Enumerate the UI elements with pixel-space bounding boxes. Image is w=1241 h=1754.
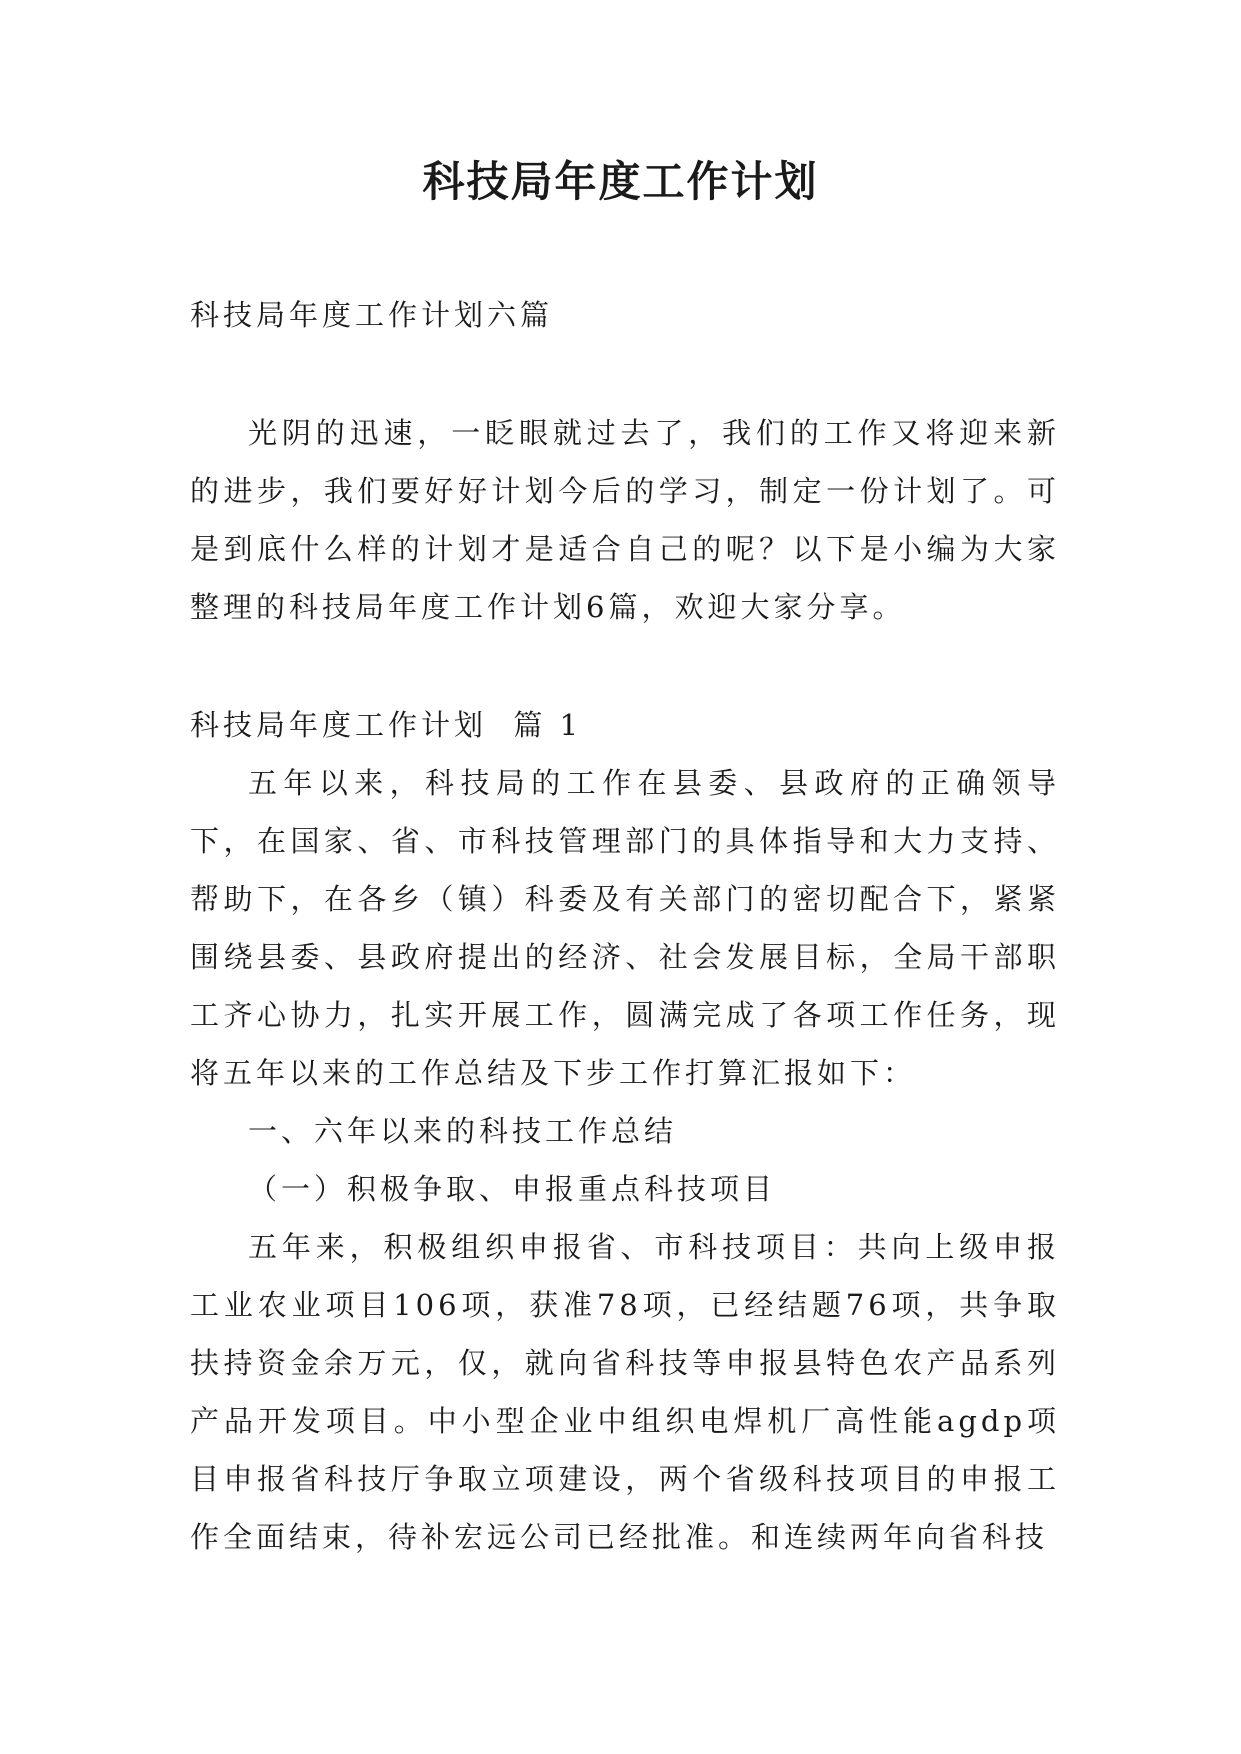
body-paragraph: 五年来，积极组织申报省、市科技项目：共向上级申报工业农业项目106项，获准78项，已经结题76项，共争取扶持资金余万元，仅，就向省科技等申报县特色农产品系列产品开发项目。中小型企业中组织电焊机厂高性能agdp项目申报省科技厅争取立项建设，两个省级科技项目的申报工作全面结束，待补宏远公司已经批准。和连续两年向省科技 — [190, 1230, 1060, 1554]
document-subtitle: 科技局年度工作计划六篇 — [190, 298, 554, 332]
spacer — [190, 636, 1060, 696]
document-body — [190, 286, 1060, 1566]
section-heading: 科技局年度工作计划 篇 1 — [190, 708, 583, 742]
document-title: 科技局年度工作计划 — [422, 157, 819, 206]
intro-paragraph: 光阴的迅速，一眨眼就过去了，我们的工作又将迎来新的进步，我们要好好计划今后的学习，制定一份计划了。可是到底什么样的计划才是适合自己的呢？以下是小编为大家整理的科技局年度工作计划6篇，欢迎大家分享。 — [190, 416, 1060, 624]
section-subheading: （一）积极争取、申报重点科技项目 — [248, 1172, 777, 1206]
body-paragraph: 五年以来，科技局的工作在县委、县政府的正确领导下，在国家、省、市科技管理部门的具体指导和大力支持、帮助下，在各乡（镇）科委及有关部门的密切配合下，紧紧围绕县委、县政府提出的经济、社会发展目标，全局干部职工齐心协力，扎实开展工作，圆满完成了各项工作任务，现将五年以来的工作总结及下步工作打算汇报如下： — [190, 766, 1060, 1090]
section-subheading: 一、六年以来的科技工作总结 — [248, 1114, 678, 1148]
